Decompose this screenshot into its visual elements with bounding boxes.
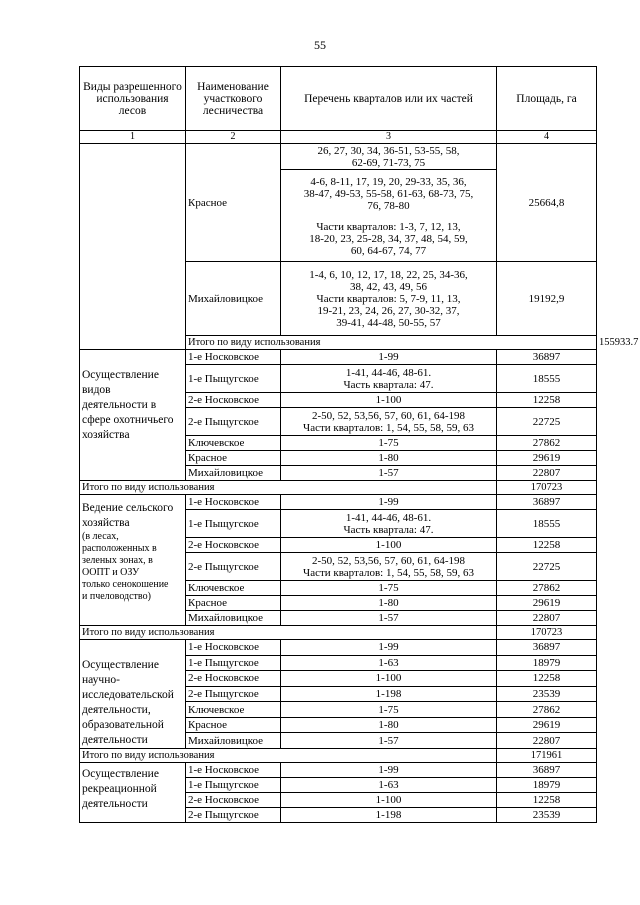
area-cell: 27862: [497, 702, 597, 718]
forestry-name: 2-е Пыщугское: [186, 553, 281, 581]
table-row: [80, 350, 597, 365]
forestry-name: 2-е Носковское: [186, 671, 281, 687]
quarters-cell: 1-4, 6, 10, 12, 17, 18, 22, 25, 34-36, 38, 42, 43, 49, 56 Части кварталов: 5, 7-9, 11, 13, 19-21, 23, 24, 26, 27, 30-32, 37, 39-41, 44-48, 50-55, 57: [281, 262, 497, 336]
quarters-cell: 1-41, 44-46, 48-61. Часть квартала: 47.: [281, 510, 497, 538]
total-value: 170723: [497, 481, 597, 495]
area-cell: 18555: [497, 365, 597, 393]
total-label: Итого по виду использования: [80, 626, 497, 640]
recreation-section: [80, 763, 597, 823]
forestry-name: 1-е Носковское: [186, 495, 281, 510]
forestry-name: 2-е Пыщугское: [186, 408, 281, 436]
use-type-cell: [80, 350, 186, 481]
quarters-cell: 1-63: [281, 778, 497, 793]
header-forestry-name: Наименование участкового лесничества: [186, 67, 281, 131]
forest-use-table: [79, 66, 639, 823]
area-cell: 25664,8: [497, 144, 597, 262]
area-cell: 12258: [497, 671, 597, 687]
area-cell: 36897: [497, 763, 597, 778]
use-type-label: Осуществление рекреационной деятельности: [82, 768, 159, 810]
quarters-cell: 1-100: [281, 538, 497, 553]
forestry-name: Михайловицкое: [186, 262, 281, 336]
quarters-cell: 2-50, 52, 53,56, 57, 60, 61, 64-198 Части кварталов: 1, 54, 55, 58, 59, 63: [281, 553, 497, 581]
col-number: 2: [186, 131, 281, 144]
forestry-name: Красное: [186, 144, 281, 262]
forestry-name: 1-е Пыщугское: [186, 778, 281, 793]
quarters-cell: 1-57: [281, 733, 497, 749]
quarters-cell: 1-99: [281, 495, 497, 510]
area-cell: 22725: [497, 553, 597, 581]
table-row: [80, 763, 597, 778]
header-area: Площадь, га: [497, 67, 597, 131]
page-number: 55: [314, 38, 326, 52]
use-type-label: Осуществление видов деятельности в сфере охотничьего хозяйства: [82, 369, 174, 441]
forestry-name: Михайловицкое: [186, 611, 281, 626]
total-row: [80, 626, 597, 640]
quarters-cell: 1-80: [281, 451, 497, 466]
quarters-cell: 1-100: [281, 793, 497, 808]
area-cell: 36897: [497, 495, 597, 510]
forestry-name: 2-е Носковское: [186, 393, 281, 408]
area-cell: 23539: [497, 808, 597, 823]
total-value: 171961: [497, 749, 597, 763]
total-row: Итого по виду использования 155933.7: [80, 336, 597, 350]
quarters-cell: 1-99: [281, 763, 497, 778]
total-value: 170723: [497, 626, 597, 640]
forestry-name: Ключевское: [186, 581, 281, 596]
quarters-cell: 1-75: [281, 436, 497, 451]
total-row: [80, 481, 597, 495]
forestry-name: 2-е Носковское: [186, 538, 281, 553]
quarters-cell: 4-6, 8-11, 17, 19, 20, 29-33, 35, 36, 38-47, 49-53, 55-58, 61-63, 68-73, 75, 76, 78-80: [281, 170, 497, 218]
forestry-name: 1-е Пыщугское: [186, 365, 281, 393]
col-number: 3: [281, 131, 497, 144]
forestry-name: 2-е Пыщугское: [186, 686, 281, 702]
quarters-cell: 1-80: [281, 596, 497, 611]
forestry-name: Михайловицкое: [186, 466, 281, 481]
area-cell: 36897: [497, 350, 597, 365]
use-type-cell: [80, 144, 186, 350]
forestry-name: Ключевское: [186, 702, 281, 718]
quarters-cell: 1-80: [281, 717, 497, 733]
forestry-name: 2-е Пыщугское: [186, 808, 281, 823]
use-type-cell: [80, 640, 186, 749]
column-numbers-row: [80, 131, 597, 144]
quarters-cell: 1-99: [281, 350, 497, 365]
forestry-name: 1-е Носковское: [186, 763, 281, 778]
area-cell: 27862: [497, 436, 597, 451]
forestry-name: 1-е Пыщугское: [186, 510, 281, 538]
area-cell: 22725: [497, 408, 597, 436]
quarters-cell: 1-100: [281, 671, 497, 687]
quarters-cell: 1-75: [281, 581, 497, 596]
use-type-cell: [80, 495, 186, 626]
area-cell: 29619: [497, 451, 597, 466]
area-cell: 12258: [497, 538, 597, 553]
area-cell: 22807: [497, 611, 597, 626]
forestry-name: 1-е Носковское: [186, 350, 281, 365]
header-quarters: Перечень кварталов или их частей: [281, 67, 497, 131]
hunting-section: [80, 350, 597, 495]
quarters-cell: 1-198: [281, 686, 497, 702]
forestry-name: 1-е Пыщугское: [186, 655, 281, 671]
area-cell: 19192,9: [497, 262, 597, 336]
quarters-cell: 1-63: [281, 655, 497, 671]
quarters-cell: 1-100: [281, 393, 497, 408]
col-number: 4: [497, 131, 597, 144]
research-section: [80, 640, 597, 763]
quarters-cell: 1-75: [281, 702, 497, 718]
area-cell: 12258: [497, 793, 597, 808]
quarters-cell: 1-57: [281, 466, 497, 481]
area-cell: 22807: [497, 733, 597, 749]
total-label: Итого по виду использования: [80, 749, 497, 763]
total-label: Итого по виду использования: [80, 481, 497, 495]
forestry-name: Красное: [186, 451, 281, 466]
area-cell: 29619: [497, 596, 597, 611]
area-cell: 23539: [497, 686, 597, 702]
col-number: 1: [80, 131, 186, 144]
area-cell: 36897: [497, 640, 597, 656]
forestry-name: Ключевское: [186, 436, 281, 451]
area-cell: 12258: [497, 393, 597, 408]
use-type-note: (в лесах, расположенных в зеленых зонах, в ООПТ и ОЗУ только сенокошение и пчеловодство): [82, 531, 169, 602]
area-cell: 22807: [497, 466, 597, 481]
total-label: Итого по виду использования: [186, 336, 597, 350]
use-type-label: Осуществление научно- исследовательской деятельности, образовательной деятельности: [82, 659, 174, 746]
forestry-name: Красное: [186, 596, 281, 611]
header-use-type: Виды разрешенного использования лесов: [80, 67, 186, 131]
table-header-row: [80, 67, 597, 131]
table-row: [80, 144, 597, 170]
quarters-cell: 1-57: [281, 611, 497, 626]
quarters-cell: 1-41, 44-46, 48-61. Часть квартала: 47.: [281, 365, 497, 393]
quarters-cell: Части кварталов: 1-3, 7, 12, 13, 18-20, 23, 25-28, 34, 37, 48, 54, 59, 60, 64-67, 74, 77: [281, 218, 497, 262]
use-type-cell: [80, 763, 186, 823]
use-type-label: Ведение сельского хозяйства: [82, 502, 174, 529]
forestry-name: Михайловицкое: [186, 733, 281, 749]
quarters-cell: 1-99: [281, 640, 497, 656]
forestry-name: 2-е Носковское: [186, 793, 281, 808]
quarters-cell: 1-198: [281, 808, 497, 823]
quarters-cell: 26, 27, 30, 34, 36-51, 53-55, 58, 62-69, 71-73, 75: [281, 144, 497, 170]
table-row: [80, 640, 597, 656]
quarters-cell: 2-50, 52, 53,56, 57, 60, 61, 64-198 Части кварталов: 1, 54, 55, 58, 59, 63: [281, 408, 497, 436]
area-cell: 18979: [497, 778, 597, 793]
area-cell: 29619: [497, 717, 597, 733]
agriculture-section: [80, 495, 597, 640]
area-cell: 18979: [497, 655, 597, 671]
area-cell: 27862: [497, 581, 597, 596]
area-cell: 18555: [497, 510, 597, 538]
forestry-name: Красное: [186, 717, 281, 733]
table-row: [80, 495, 597, 510]
total-row: [80, 749, 597, 763]
forestry-name: 1-е Носковское: [186, 640, 281, 656]
